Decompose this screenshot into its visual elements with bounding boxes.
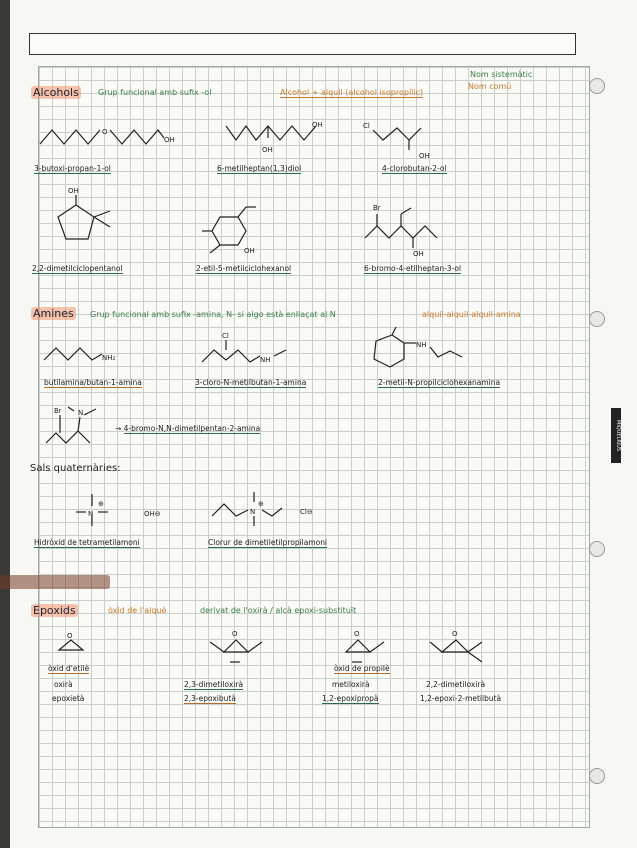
epoxide-3-line2: metiloxirà <box>332 680 370 689</box>
amines-heading: Amines <box>33 307 74 320</box>
hole-icon <box>589 768 605 784</box>
epoxide-3-line1: òxid de propilè <box>334 664 390 673</box>
epoxide-2-line2: 2,3-epoxibutà <box>184 694 236 703</box>
svg-text:Br: Br <box>373 204 381 212</box>
alcohols-note-suffix: Grup funcional amb sufix -ol <box>98 88 212 97</box>
name-amine-4-text: 4-bromo-N,N-dimetilpentan-2-amina <box>123 424 261 433</box>
name-amine-4: → 4-bromo-N,N-dimetilpentan-2-amina <box>115 424 261 433</box>
name-amine-1: butilamina/butan-1-amina <box>44 378 142 387</box>
svg-text:NH: NH <box>260 356 271 364</box>
hole-icon <box>589 78 605 94</box>
svg-text:OH: OH <box>312 121 323 129</box>
alcohols-heading: Alcohols <box>33 86 79 99</box>
epoxide-4-line1: 2,2-dimetiloxirà <box>426 680 486 689</box>
epoxide-1-line1: òxid d'etilè <box>48 664 90 673</box>
molecule-methylheptanediol <box>226 118 336 163</box>
amines-note: Grup funcional amb sufix -amina, N- si algo està enllaçat al N <box>90 310 336 319</box>
svg-text:N: N <box>78 409 84 417</box>
molecule-dimethyloxirane <box>200 628 280 668</box>
molecule-bromo-dimethylpentanamine <box>42 405 122 450</box>
svg-text:O: O <box>102 128 108 136</box>
epoxide-4-line2: 1,2-epoxi-2-metilbutà <box>420 694 502 703</box>
name-alcohol-1: 3-butoxi-propan-1-ol <box>34 164 111 173</box>
svg-text:O: O <box>67 632 73 640</box>
epoxids-note-2: derivat de l'oxirà / alcà epoxi-substituït <box>200 606 357 615</box>
svg-text:OH: OH <box>68 187 79 195</box>
name-alcohol-2: 6-metilheptan(1,3)diol <box>217 164 302 173</box>
legend-common: Nom comú <box>468 82 512 91</box>
molecule-butoxypropanol <box>40 120 180 160</box>
molecule-butylamine <box>44 340 134 370</box>
name-alcohol-6: 6-bromo-4-etilheptan-3-ol <box>364 264 462 273</box>
svg-text:OH: OH <box>413 250 424 258</box>
svg-text:N: N <box>88 510 94 518</box>
molecule-tetramethylammonium-hydroxide <box>70 490 180 530</box>
molecule-ethylmethylcyclohexanol <box>200 205 290 265</box>
name-alcohol-3: 4-clorobutan-2-ol <box>382 164 447 173</box>
svg-text:O: O <box>452 630 458 638</box>
name-alcohol-4: 2,2-dimetilciclopentanol <box>32 264 123 273</box>
svg-text:OH: OH <box>419 152 430 160</box>
svg-text:⊕: ⊕ <box>258 500 264 508</box>
svg-text:Cl: Cl <box>363 122 370 130</box>
hole-icon <box>589 311 605 327</box>
svg-text:O: O <box>232 630 238 638</box>
brand-tab: MIQUELRIUS <box>611 408 621 463</box>
svg-text:OH: OH <box>164 136 175 144</box>
svg-text:Br: Br <box>54 407 62 415</box>
svg-text:OH: OH <box>262 146 273 154</box>
legend-systematic: Nom sistemàtic <box>470 70 533 79</box>
svg-text:N: N <box>250 508 256 516</box>
title-box <box>29 33 576 55</box>
molecule-dimethylethylpropylammonium-chloride <box>212 490 342 530</box>
molecule-dimethylcyclopentanol <box>58 185 128 255</box>
salts-heading: Sals quaternàries: <box>30 463 121 474</box>
epoxide-1-line2: oxirà <box>54 680 73 689</box>
svg-text:Cl: Cl <box>222 332 229 340</box>
svg-text:OH⊖: OH⊖ <box>144 510 161 518</box>
molecule-chloro-methylbutanamine <box>202 330 302 370</box>
molecule-chlorobutanol <box>363 118 453 163</box>
name-amine-2: 3-cloro-N-metilbutan-1-amina <box>195 378 307 387</box>
name-alcohol-5: 2-etil-5-metilciclohexanol <box>196 264 292 273</box>
svg-text:NH: NH <box>416 341 427 349</box>
name-amine-3: 2-metil-N-propilciclohexanamina <box>378 378 501 387</box>
svg-text:⊕: ⊕ <box>98 500 104 508</box>
molecule-methylpropylcyclohexanamine <box>366 327 476 372</box>
svg-text:O: O <box>354 630 360 638</box>
scribble-divider <box>0 575 110 589</box>
epoxids-heading: Epoxids <box>33 604 76 617</box>
page-edge <box>0 0 10 848</box>
epoxide-2-line1: 2,3-dimetiloxirà <box>184 680 244 689</box>
molecule-methyloxirane <box>322 628 402 668</box>
name-salt-1: Hidròxid de tetrametilamoni <box>34 538 140 547</box>
alcohols-note-common: Alcohol + alquil (alcohol isopropílic) <box>280 88 424 97</box>
molecule-bromoethylheptanol <box>365 200 455 260</box>
epoxids-note: òxid de l'alquè <box>108 606 167 615</box>
svg-text:Cl⊖: Cl⊖ <box>300 508 313 516</box>
molecule-oxirane <box>55 630 95 660</box>
amines-note-common: alquil-alquil-alquil-amina <box>422 310 521 319</box>
epoxide-3-line3: 1,2-epoxipropà <box>322 694 379 703</box>
svg-text:NH₂: NH₂ <box>102 354 116 362</box>
epoxide-1-line3: epoxietà <box>52 694 85 703</box>
hole-icon <box>589 541 605 557</box>
svg-text:OH: OH <box>244 247 255 255</box>
molecule-dimethyloxirane-2-2 <box>428 628 508 668</box>
name-salt-2: Clorur de dimetiletilpropilamoni <box>208 538 328 547</box>
